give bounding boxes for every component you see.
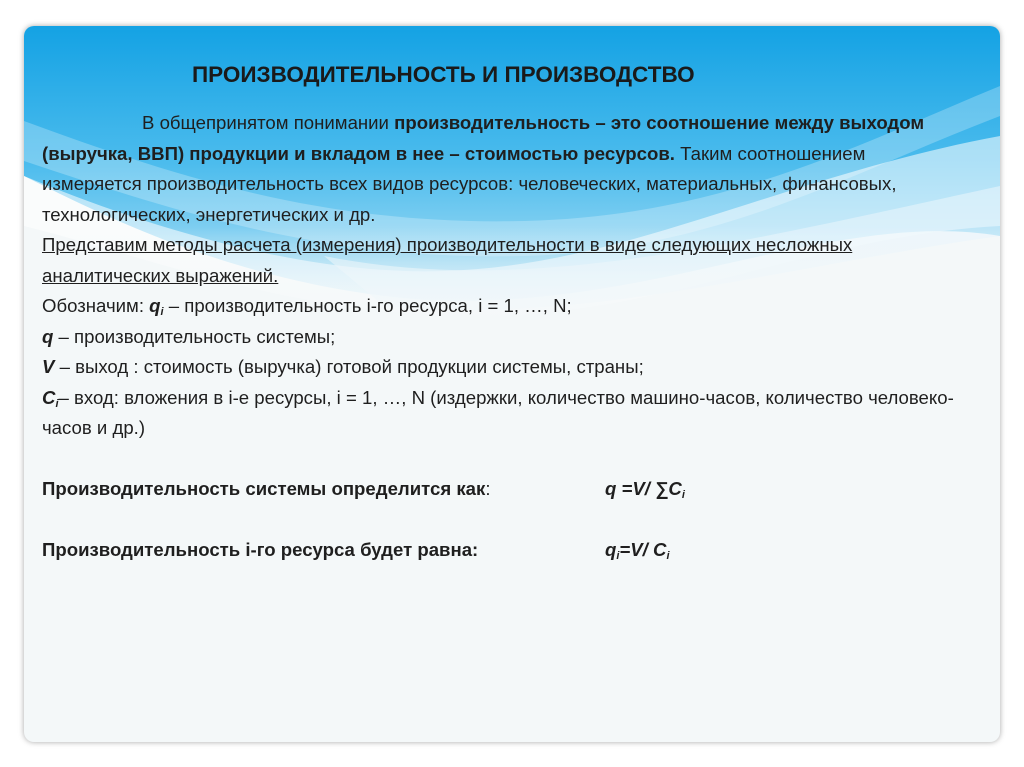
slide-title: ПРОИЗВОДИТЕЛЬНОСТЬ И ПРОИЗВОДСТВО <box>192 62 695 87</box>
intro-paragraph <box>42 108 962 230</box>
definition-v <box>42 352 962 383</box>
v-symbol: V <box>42 356 55 377</box>
intro-lead: В общепринятом понимании <box>142 112 395 133</box>
q-i-symbol: $q_i$ <box>149 295 164 318</box>
resource-formula-label: Производительность i-го ресурса будет равна: <box>42 539 479 560</box>
intro-rest: Таким соотношением измеряется производительность всех видов ресурсов: человеческих, материальных, финансовых, технологических, энергетических и др. <box>42 142 897 225</box>
resource-formula-row <box>42 535 962 566</box>
c-text: – вход: вложения в i-е ресурсы, i = 1, …, N (издержки, количество машино-часов, количество человеко-часов и др.) <box>42 386 954 438</box>
v-text: – выход : стоимость (выручка) готовой продукции системы, страны; <box>54 356 644 377</box>
definition-c <box>42 383 962 444</box>
definition-q-i <box>42 291 962 322</box>
intro-definition: производительность – это соотношение между выходом (выручка, ВВП) продукции и вкладом в нее – стоимостью ресурсов. <box>42 112 925 164</box>
slide-body <box>42 108 962 566</box>
resource-formula: $q_i=V/$ $C_i$ <box>605 539 670 562</box>
q-text: – производительность системы; <box>53 325 336 347</box>
q-symbol: q <box>42 325 54 347</box>
slide <box>24 26 1000 742</box>
system-formula: q =V/ $\sum C_i$ <box>605 478 685 501</box>
q-i-text: – производительность i-го ресурса, i = 1, …, N; <box>163 295 572 316</box>
system-formula-label: Производительность системы определится как: <box>42 478 491 499</box>
definitions-intro: Обозначим: <box>42 295 150 316</box>
system-formula-row <box>42 474 962 505</box>
method-note: Представим методы расчета (измерения) производительности в виде следующих несложных аналитических выражений. <box>42 234 853 286</box>
definition-q <box>42 322 962 353</box>
c-symbol: $C_i$ <box>42 386 59 410</box>
